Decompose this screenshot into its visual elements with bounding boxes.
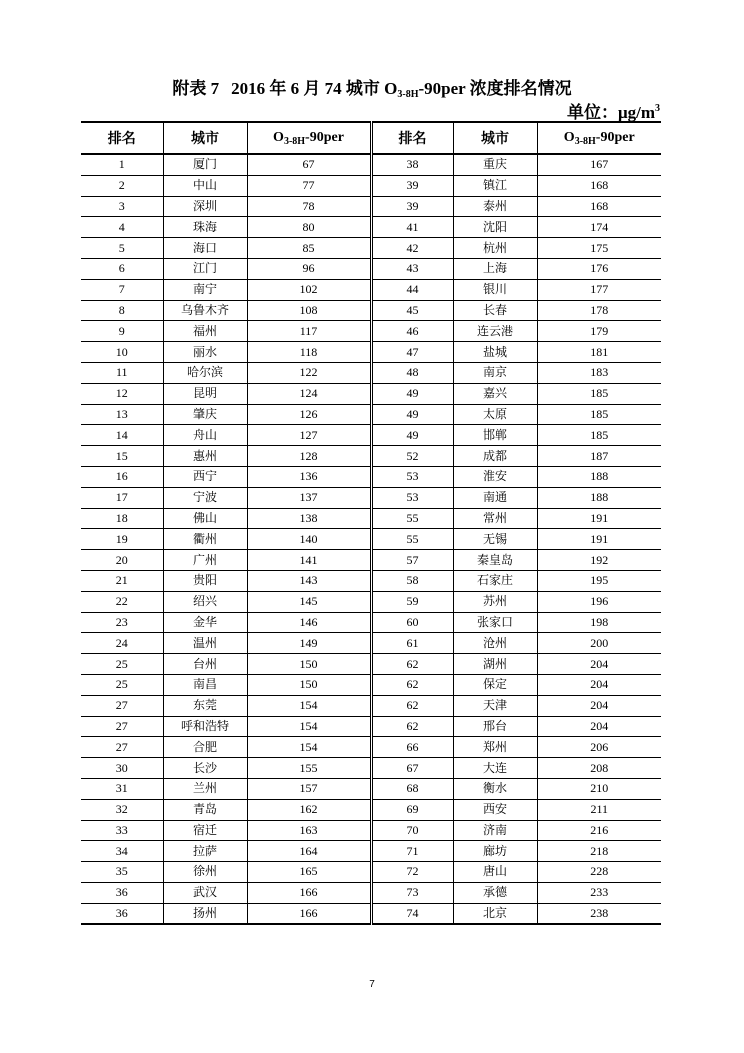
city-cell: 保定 [453,674,537,695]
rank-cell: 42 [371,238,453,259]
rank-cell: 14 [81,425,163,446]
rank-cell: 55 [371,508,453,529]
rank-cell: 12 [81,383,163,404]
title-subscript: 3-8H [397,89,419,100]
rank-cell: 36 [81,882,163,903]
rank-cell: 41 [371,217,453,238]
title-suffix: -90per 浓度排名情况 [418,79,572,98]
table-row [81,799,661,820]
table-row [81,841,661,862]
value-cell: 166 [247,903,371,924]
table-row [81,342,661,363]
city-cell: 天津 [453,695,537,716]
city-cell: 舟山 [163,425,247,446]
value-cell: 150 [247,654,371,675]
rank-cell: 27 [81,737,163,758]
value-cell: 216 [537,820,661,841]
value-cell: 67 [247,154,371,175]
rank-cell: 47 [371,342,453,363]
table-row [81,404,661,425]
city-cell: 衡水 [453,778,537,799]
city-cell: 拉萨 [163,841,247,862]
value-cell: 204 [537,695,661,716]
value-cell: 137 [247,487,371,508]
page-number: 7 [369,979,375,990]
value-cell: 185 [537,404,661,425]
city-cell: 廊坊 [453,841,537,862]
page-title [0,74,744,100]
rank-cell: 27 [81,716,163,737]
city-cell: 深圳 [163,196,247,217]
rank-cell: 48 [371,362,453,383]
city-cell: 西宁 [163,466,247,487]
value-cell: 141 [247,550,371,571]
table-row [81,154,661,175]
value-cell: 168 [537,175,661,196]
city-cell: 哈尔滨 [163,362,247,383]
city-cell: 佛山 [163,508,247,529]
city-cell: 合肥 [163,737,247,758]
rank-cell: 49 [371,425,453,446]
value-cell: 155 [247,758,371,779]
table-row [81,196,661,217]
rank-cell: 30 [81,758,163,779]
value-cell: 238 [537,903,661,924]
city-cell: 连云港 [453,321,537,342]
value-cell: 188 [537,466,661,487]
rank-cell: 66 [371,737,453,758]
rank-cell: 7 [81,279,163,300]
table-row [81,487,661,508]
city-cell: 乌鲁木齐 [163,300,247,321]
value-cell: 124 [247,383,371,404]
rank-cell: 4 [81,217,163,238]
table-row [81,716,661,737]
rank-cell: 62 [371,716,453,737]
rank-cell: 62 [371,674,453,695]
rank-cell: 1 [118,157,125,172]
city-cell: 宁波 [163,487,247,508]
value-cell: 200 [537,633,661,654]
value-cell: 150 [247,674,371,695]
table-row [81,654,661,675]
table-row [81,321,661,342]
city-cell: 长沙 [163,758,247,779]
value-cell: 146 [247,612,371,633]
rank-cell: 32 [81,799,163,820]
city-cell: 广州 [163,550,247,571]
value-cell: 192 [537,550,661,571]
rank-cell: 16 [81,466,163,487]
table-row [81,300,661,321]
rank-cell: 20 [81,550,163,571]
city-cell: 厦门 [163,154,247,175]
rank-cell: 25 [81,654,163,675]
unit-label [470,98,660,123]
city-cell: 江门 [163,258,247,279]
value-cell: 185 [537,383,661,404]
rank-cell: 61 [371,633,453,654]
city-cell: 苏州 [453,591,537,612]
value-cell: 168 [537,196,661,217]
rank-cell: 24 [81,633,163,654]
value-cell: 206 [537,737,661,758]
city-cell: 太原 [453,404,537,425]
table-row [81,425,661,446]
title-main: 2016 年 6 月 74 城市 O [231,79,398,98]
city-cell: 温州 [163,633,247,654]
value-cell: 195 [537,570,661,591]
value-cell: 218 [537,841,661,862]
value-cell: 204 [537,654,661,675]
city-cell: 长春 [453,300,537,321]
value-cell: 210 [537,778,661,799]
table-header-row [81,122,661,154]
city-cell: 郑州 [453,737,537,758]
city-cell: 中山 [163,175,247,196]
city-cell: 扬州 [163,903,247,924]
city-cell: 张家口 [453,612,537,633]
city-cell: 沈阳 [453,217,537,238]
table-row [81,820,661,841]
value-cell: 96 [247,258,371,279]
table-row [81,758,661,779]
city-cell: 大连 [453,758,537,779]
city-cell: 呼和浩特 [163,716,247,737]
rank-cell: 9 [81,321,163,342]
value-cell: 208 [537,758,661,779]
city-cell: 承德 [453,882,537,903]
table-body [81,154,661,924]
rank-cell: 53 [371,466,453,487]
city-cell: 银川 [453,279,537,300]
rank-cell: 43 [371,258,453,279]
ranking-table [81,121,661,925]
city-cell: 海口 [163,238,247,259]
rank-cell: 67 [371,758,453,779]
value-cell: 108 [247,300,371,321]
city-cell: 南通 [453,487,537,508]
rank-cell: 31 [81,778,163,799]
table-row [81,778,661,799]
unit-superscript: 3 [655,103,660,114]
value-cell: 196 [537,591,661,612]
table-row [81,217,661,238]
city-cell: 惠州 [163,446,247,467]
value-cell: 178 [537,300,661,321]
value-cell: 191 [537,508,661,529]
rank-cell: 70 [371,820,453,841]
rank-cell: 45 [371,300,453,321]
rank-cell: 53 [371,487,453,508]
city-cell: 淮安 [453,466,537,487]
rank-cell: 62 [371,654,453,675]
value-cell: 204 [537,716,661,737]
city-cell: 常州 [453,508,537,529]
value-cell: 136 [247,466,371,487]
value-cell: 77 [247,175,371,196]
table-row [81,570,661,591]
city-cell: 福州 [163,321,247,342]
unit-text: 单位：μg/m [566,103,655,122]
header-city-right: 城市 [453,122,537,154]
value-cell: 228 [537,862,661,883]
rank-cell: 74 [371,903,453,924]
value-cell: 154 [247,695,371,716]
table-row [81,383,661,404]
header-rank-left: 排名 [81,122,163,154]
table-row [81,882,661,903]
rank-cell: 3 [81,196,163,217]
rank-cell: 71 [371,841,453,862]
table-row [81,591,661,612]
value-cell: 145 [247,591,371,612]
value-cell: 179 [537,321,661,342]
city-cell: 泰州 [453,196,537,217]
city-cell: 昆明 [163,383,247,404]
rank-cell: 36 [81,903,163,924]
rank-cell: 38 [371,154,453,175]
rank-cell: 2 [81,175,163,196]
city-cell: 南宁 [163,279,247,300]
rank-cell: 60 [371,612,453,633]
city-cell: 重庆 [453,154,537,175]
value-cell: 149 [247,633,371,654]
value-cell: 185 [537,425,661,446]
value-cell: 187 [537,446,661,467]
value-cell: 181 [537,342,661,363]
city-cell: 无锡 [453,529,537,550]
value-cell: 117 [247,321,371,342]
rank-cell: 15 [81,446,163,467]
table-row [81,862,661,883]
city-cell: 西安 [453,799,537,820]
rank-cell: 46 [371,321,453,342]
rank-cell: 19 [81,529,163,550]
city-cell: 邢台 [453,716,537,737]
table-row [81,175,661,196]
value-cell: 157 [247,778,371,799]
value-cell: 154 [247,737,371,758]
city-cell: 盐城 [453,342,537,363]
value-cell: 165 [247,862,371,883]
rank-cell: 11 [81,362,163,383]
table-row [81,695,661,716]
city-cell: 武汉 [163,882,247,903]
header-value-left: $O_{3-8H}-90per$ [247,122,371,154]
rank-cell: 33 [81,820,163,841]
value-cell: 183 [537,362,661,383]
city-cell: 绍兴 [163,591,247,612]
value-cell: 174 [537,217,661,238]
value-cell: 118 [247,342,371,363]
rank-cell: 5 [81,238,163,259]
city-cell: 石家庄 [453,570,537,591]
city-cell: 镇江 [453,175,537,196]
value-cell: 176 [537,258,661,279]
header-value-right: $O_{3-8H}-90per$ [537,122,661,154]
rank-cell: 68 [371,778,453,799]
rank-cell: 13 [81,404,163,425]
rank-cell: 10 [81,342,163,363]
city-cell: 徐州 [163,862,247,883]
value-cell: 126 [247,404,371,425]
table-row [81,258,661,279]
header-rank-right: 排名 [371,122,453,154]
value-cell: 122 [247,362,371,383]
city-cell: 杭州 [453,238,537,259]
rank-cell: 39 [371,196,453,217]
city-cell: 成都 [453,446,537,467]
city-cell: 金华 [163,612,247,633]
value-cell: 140 [247,529,371,550]
rank-cell: 17 [81,487,163,508]
rank-cell: 23 [81,612,163,633]
table-row [81,508,661,529]
table-row [81,279,661,300]
rank-cell: 8 [81,300,163,321]
rank-cell: 22 [81,591,163,612]
value-cell: 198 [537,612,661,633]
city-cell: 东莞 [163,695,247,716]
value-cell: 154 [247,716,371,737]
value-cell: 188 [537,487,661,508]
rank-cell: 25 [81,674,163,695]
rank-cell: 21 [81,570,163,591]
title-label: 附表 7 [172,79,220,98]
city-cell: 丽水 [163,342,247,363]
value-cell: 80 [247,217,371,238]
rank-cell: 58 [371,570,453,591]
city-cell: 珠海 [163,217,247,238]
value-cell: 164 [247,841,371,862]
rank-cell: 49 [371,383,453,404]
city-cell: 南昌 [163,674,247,695]
rank-cell: 27 [81,695,163,716]
table-row [81,903,661,924]
value-cell: 143 [247,570,371,591]
value-cell: 204 [537,674,661,695]
rank-cell: 52 [371,446,453,467]
table-row [81,238,661,259]
value-cell: 128 [247,446,371,467]
value-cell: 166 [247,882,371,903]
value-cell: 78 [247,196,371,217]
city-cell: 南京 [453,362,537,383]
table-row [81,612,661,633]
city-cell: 邯郸 [453,425,537,446]
city-cell: 上海 [453,258,537,279]
table-row [81,362,661,383]
value-cell: 167 [537,154,661,175]
rank-cell: 18 [81,508,163,529]
value-cell: 177 [537,279,661,300]
rank-cell: 72 [371,862,453,883]
table-row [81,529,661,550]
table-row [81,737,661,758]
rank-cell: 49 [371,404,453,425]
table-row [81,550,661,571]
city-cell: 济南 [453,820,537,841]
value-cell: 211 [537,799,661,820]
rank-cell: 73 [371,882,453,903]
city-cell: 兰州 [163,778,247,799]
rank-cell: 6 [81,258,163,279]
city-cell: 衢州 [163,529,247,550]
city-cell: 肇庆 [163,404,247,425]
city-cell: 秦皇岛 [453,550,537,571]
rank-cell: 69 [371,799,453,820]
city-cell: 唐山 [453,862,537,883]
rank-cell: 55 [371,529,453,550]
value-cell: 233 [537,882,661,903]
rank-cell: 35 [81,862,163,883]
city-cell: 嘉兴 [453,383,537,404]
table-row [81,466,661,487]
value-cell: 163 [247,820,371,841]
value-cell: 85 [247,238,371,259]
value-cell: 175 [537,238,661,259]
city-cell: 沧州 [453,633,537,654]
value-cell: 127 [247,425,371,446]
rank-cell: 62 [371,695,453,716]
rank-cell: 34 [81,841,163,862]
city-cell: 北京 [453,903,537,924]
city-cell: 台州 [163,654,247,675]
rank-cell: 57 [371,550,453,571]
city-cell: 宿迁 [163,820,247,841]
rank-cell: 59 [371,591,453,612]
value-cell: 162 [247,799,371,820]
table-row [81,674,661,695]
city-cell: 湖州 [453,654,537,675]
table-row [81,633,661,654]
rank-cell: 39 [371,175,453,196]
city-cell: 贵阳 [163,570,247,591]
rank-cell: 44 [371,279,453,300]
value-cell: 102 [247,279,371,300]
city-cell: 青岛 [163,799,247,820]
value-cell: 138 [247,508,371,529]
table-row [81,446,661,467]
header-city-left: 城市 [163,122,247,154]
value-cell: 191 [537,529,661,550]
